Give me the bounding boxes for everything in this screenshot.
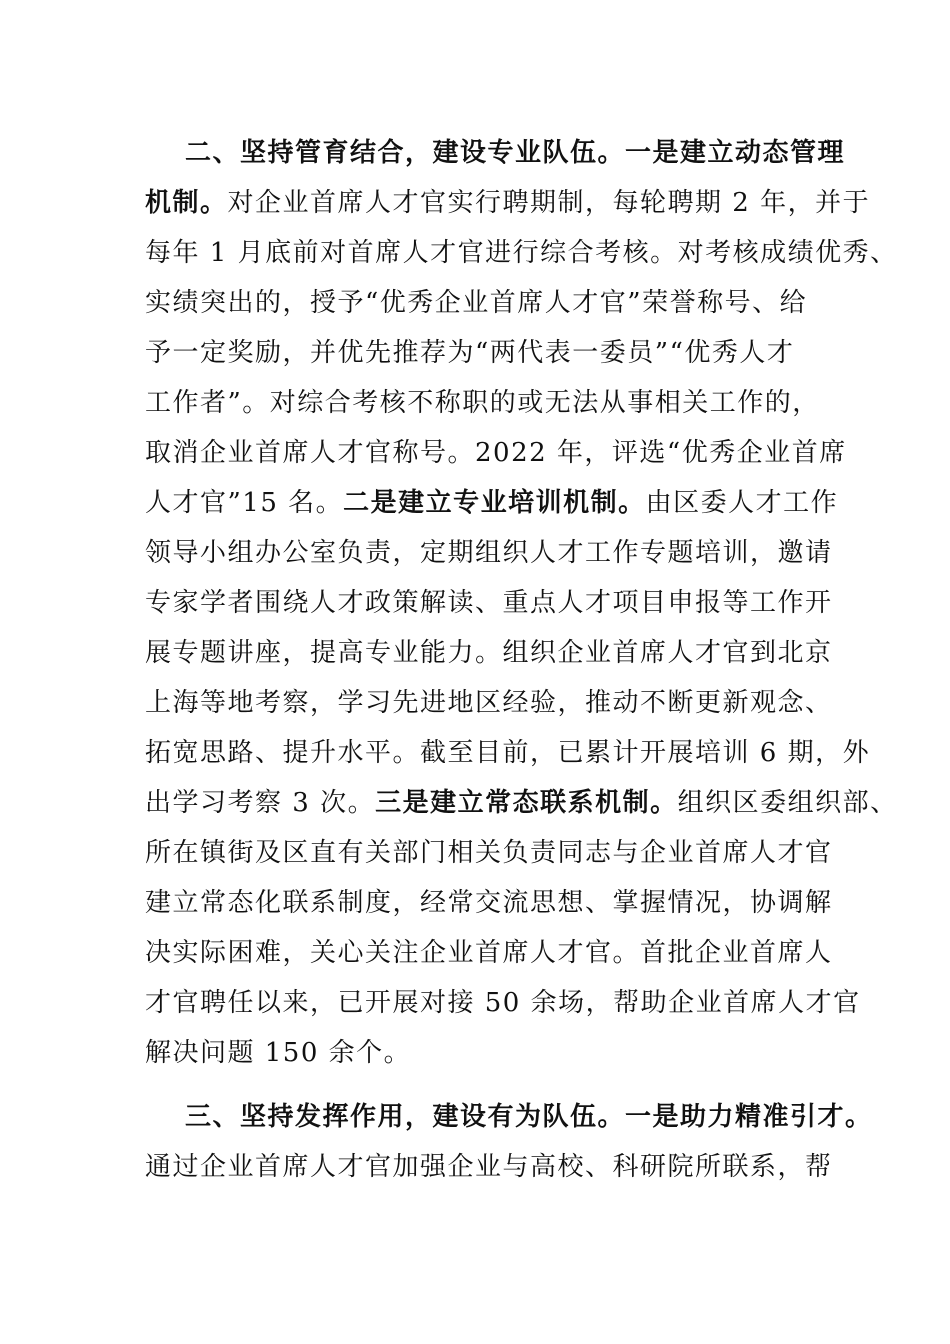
paragraph-2-line-4	[145, 278, 825, 328]
text-bold: 机制。	[145, 188, 228, 218]
text-run: 工作者”。对综合考核不称职的或无法从事相关工作的，	[145, 388, 820, 418]
paragraph-2-line-6	[145, 378, 825, 428]
text-run: 上海等地考察，学习先进地区经验，推动不断更新观念、	[145, 688, 833, 718]
text-run: 实绩突出的，授予“优秀企业首席人才官”荣誉称号、给	[145, 288, 808, 318]
text-run: 予一定奖励，并优先推荐为“两代表一委员”“优秀人才	[145, 338, 795, 368]
text-run: 才官聘任以来，已开展对接 50 余场，帮助企业首席人才官	[145, 988, 861, 1018]
section-heading-2: 二、坚持管育结合，建设专业队伍。一是建立动态管理	[185, 138, 846, 168]
paragraph-2-line-8	[145, 478, 839, 528]
paragraph-2-line-15	[145, 828, 833, 878]
text-run: 领导小组办公室负责，定期组织人才工作专题培训，邀请	[145, 538, 833, 568]
paragraph-2-line-13	[145, 728, 871, 778]
paragraph-2-line-2	[145, 178, 871, 228]
paragraph-2-line-7	[145, 428, 847, 478]
paragraph-2-line-9	[145, 528, 833, 578]
paragraph-2-line-11	[145, 628, 833, 678]
paragraph-2-line-1	[185, 128, 846, 178]
text-run: 对企业首席人才官实行聘期制，每轮聘期 2 年，并于	[227, 188, 871, 218]
paragraph-2-line-18	[145, 978, 861, 1028]
text-run: 由区委人才工作	[645, 488, 839, 518]
text-run: 决实际困难，关心关注企业首席人才官。首批企业首席人	[145, 938, 833, 968]
paragraph-3-line-1	[185, 1092, 873, 1142]
text-run: 出学习考察 3 次。	[145, 788, 376, 818]
paragraph-2-line-16	[145, 878, 833, 928]
paragraph-2-line-5	[145, 328, 825, 378]
paragraph-2-line-3	[145, 228, 898, 278]
text-run: 拓宽思路、提升水平。截至目前，已累计开展培训 6 期，外	[145, 738, 871, 768]
section-heading-3: 三、坚持发挥作用，建设有为队伍。一是助力精准引才。	[185, 1102, 873, 1132]
text-run: 建立常态化联系制度，经常交流思想、掌握情况，协调解	[145, 888, 833, 918]
paragraph-2-line-12	[145, 678, 833, 728]
paragraph-2-line-19	[145, 1028, 825, 1078]
paragraph-2-line-17	[145, 928, 833, 978]
text-run: 所在镇街及区直有关部门相关负责同志与企业首席人才官	[145, 838, 833, 868]
text-run: 人才官”15 名。	[145, 488, 344, 518]
text-bold: 二是建立专业培训机制。	[343, 488, 646, 518]
text-run: 组织区委组织部、	[677, 788, 898, 818]
text-run: 解决问题 150 余个。	[145, 1038, 412, 1068]
text-run: 每年 1 月底前对首席人才官进行综合考核。对考核成绩优秀、	[145, 238, 898, 268]
text-run: 通过企业首席人才官加强企业与高校、科研院所联系，帮	[145, 1152, 833, 1182]
paragraph-3-line-2	[145, 1142, 833, 1192]
text-run: 展专题讲座，提高专业能力。组织企业首席人才官到北京	[145, 638, 833, 668]
text-run: 取消企业首席人才官称号。2022 年，评选“优秀企业首席	[145, 438, 847, 468]
text-bold: 三是建立常态联系机制。	[375, 788, 678, 818]
paragraph-2-line-10	[145, 578, 833, 628]
text-run: 专家学者围绕人才政策解读、重点人才项目申报等工作开	[145, 588, 833, 618]
paragraph-2-line-14	[145, 778, 898, 828]
